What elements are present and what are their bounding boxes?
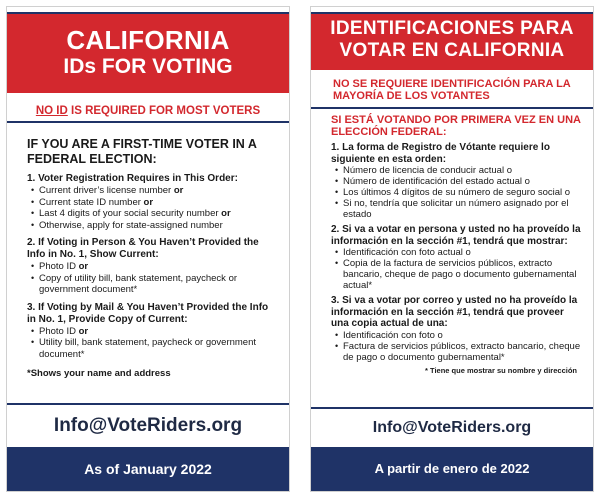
list-item [31,273,279,296]
section-title: 2. If Voting in Person & You Haven’t Provided the Info in No. 1, Show Current: [27,237,259,260]
no-id-notice-rest: IS REQUIRED FOR MOST VOTERS [67,105,261,117]
bullet-text: Otherwise, apply for state-assigned number [39,219,223,231]
card-body [311,109,593,407]
bullet-list [31,326,279,361]
bullet-text: Photo ID [39,261,79,272]
email-contact[interactable]: Info@VoteRiders.org [311,407,593,447]
bullet-text: Copy of utility bill, bank statement, paycheck or government document* [39,272,238,295]
list-item: • Número de identificación del estado actual o [335,176,583,187]
list-item [31,326,279,338]
bullet-text: Last 4 digits of your social security number [39,208,222,219]
bullet-text: Photo ID [39,325,79,337]
list-item: • Identificación con foto o [335,330,583,341]
list-item [31,220,279,232]
list-item [31,208,279,220]
list-item: • Identificación con foto actual o [335,247,583,258]
no-id-emphasis: NO ID [35,105,68,117]
list-item [31,197,279,209]
bullet-list [335,247,583,291]
bullet-connector: or [78,261,89,272]
bullet-connector: or [221,208,231,219]
title-line-2: VOTAR EN CALIFORNIA [339,40,565,61]
card-body [7,123,289,403]
bullet-connector: or [173,185,184,196]
top-band [7,7,289,14]
list-item: • Si no, tendría que solicitar un número asignado por el estado [335,198,583,220]
footnote: *Shows your name and address [27,368,171,379]
bullet-list [335,165,583,220]
section-title: 1. Voter Registration Requires in This Order: [27,173,238,184]
requirement-sections [27,173,279,360]
bullet-list [31,185,279,231]
title-line-2: IDs FOR VOTING [63,55,233,78]
english-card [6,6,290,492]
title-line-1: CALIFORNIA [66,25,230,55]
list-item: • Copia de la factura de servicios públicos, extracto bancario, cheque de pago o documento gubernamental actual* [335,258,583,291]
section-title: 1. La forma de Registro de Vótante requiere lo siguiente en esta orden: [331,142,550,165]
spanish-card [310,6,594,492]
list-item [31,337,279,360]
section-title: 2. Si va a votar en persona y usted no ha proveído la información en la sección #1, tendrá que mostrar: [331,224,581,247]
title-banner [7,14,289,93]
title-banner [311,14,593,70]
bullet-text: Current state ID number [39,196,144,208]
bullet-connector: or [143,196,154,208]
date-footer: A partir de enero de 2022 [311,447,593,491]
requirement-sections [331,142,583,363]
first-time-voter-heading: IF YOU ARE A FIRST-TIME VOTER IN A FEDERAL ELECTION: [27,137,257,166]
section-title: 3. Si va a votar por correo y usted no ha proveído la información en la sección #1, tendrá que proveer una copia actual de una: [331,295,578,329]
bullet-text: Utility bill, bank statement, paycheck or government document* [39,337,257,360]
title-line-1: IDENTIFICACIONES PARA [330,18,574,39]
no-id-notice [7,93,289,123]
email-contact[interactable]: Info@VoteRiders.org [7,403,289,447]
section-title: 3. If Voting by Mail & You Haven’t Provided the Info in No. 1, Provide Copy of Current: [27,301,269,325]
list-item: • Factura de servicios públicos, extracto bancario, cheque de pago o documento gubernamental* [335,341,583,363]
list-item [31,261,279,273]
date-footer: As of January 2022 [7,447,289,491]
footnote: * Tiene que mostrar su nombre y dirección [425,365,577,375]
list-item [31,185,279,197]
top-band [311,7,593,14]
bullet-connector: or [78,325,89,337]
no-id-notice: NO SE REQUIERE IDENTIFICACIÓN PARA LA MAYORÍA DE LOS VOTANTES [311,70,593,109]
bullet-list [335,330,583,363]
list-item: • Número de licencia de conducir actual o [335,165,583,176]
bullet-text: Current driver’s license number [39,185,174,196]
bullet-list [31,261,279,296]
first-time-voter-heading: SI ESTÁ VOTANDO POR PRIMERA VEZ EN UNA ELECCIÓN FEDERAL: [331,114,581,138]
list-item: • Los últimos 4 dígitos de su número de seguro social o [335,187,583,198]
